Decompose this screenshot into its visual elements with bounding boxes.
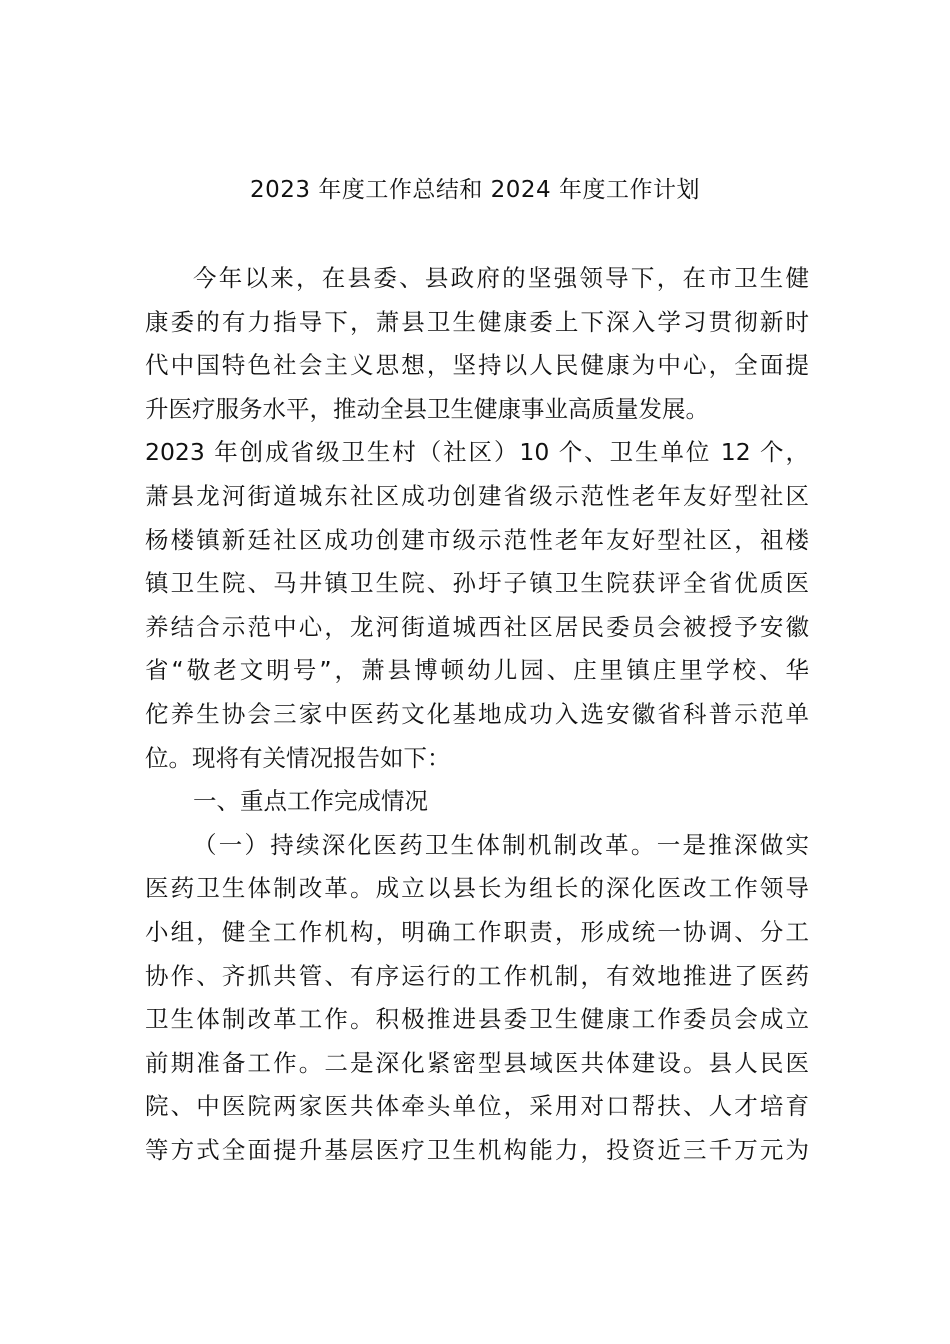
text-line: 萧县龙河街道城东社区成功创建省级示范性老年友好型社区 [145,481,809,510]
section-heading: 一、重点工作完成情况 [193,787,428,816]
text-line: 医药卫生体制改革。成立以县长为组长的深化医改工作领导 [145,874,809,903]
text-line: 养结合示范中心，龙河街道城西社区居民委员会被授予安徽 [145,612,809,641]
text-line: 卫生体制改革工作。积极推进县委卫生健康工作委员会成立 [145,1005,809,1034]
text-line: 协作、齐抓共管、有序运行的工作机制，有效地推进了医药 [145,961,809,990]
text-line: 升医疗服务水平，推动全县卫生健康事业高质量发展。 [145,394,709,423]
text-line: 代中国特色社会主义思想，坚持以人民健康为中心，全面提 [145,351,809,380]
text-line: 位。现将有关情况报告如下： [145,743,451,772]
text-line: 佗养生协会三家中医药文化基地成功入选安徽省科普示范单 [145,699,809,728]
text-line: 省“敬老文明号”，萧县博顿幼儿园、庄里镇庄里学校、华 [145,656,809,685]
text-line: 镇卫生院、马井镇卫生院、孙圩子镇卫生院获评全省优质医 [145,569,809,598]
text-line: 前期准备工作。二是深化紧密型县域医共体建设。县人民医 [145,1048,809,1077]
document-title: 2023 年度工作总结和 2024 年度工作计划 [250,177,700,203]
text-line: 康委的有力指导下，萧县卫生健康委上下深入学习贯彻新时 [145,307,809,336]
text-line: 院、中医院两家医共体牵头单位，采用对口帮扶、人才培育 [145,1092,809,1121]
text-line: 等方式全面提升基层医疗卫生机构能力，投资近三千万元为 [145,1135,809,1164]
text-line: 2023 年创成省级卫生村（社区）10 个、卫生单位 12 个， [145,438,809,467]
document-body [145,257,809,1172]
text-line: 今年以来，在县委、县政府的坚强领导下，在市卫生健 [193,264,809,292]
text-line: 杨楼镇新廷社区成功创建市级示范性老年友好型社区，祖楼 [145,525,809,554]
text-line: （一）持续深化医药卫生体制机制改革。一是推深做实 [193,830,809,859]
text-line: 小组，健全工作机构，明确工作职责，形成统一协调、分工 [145,917,809,946]
